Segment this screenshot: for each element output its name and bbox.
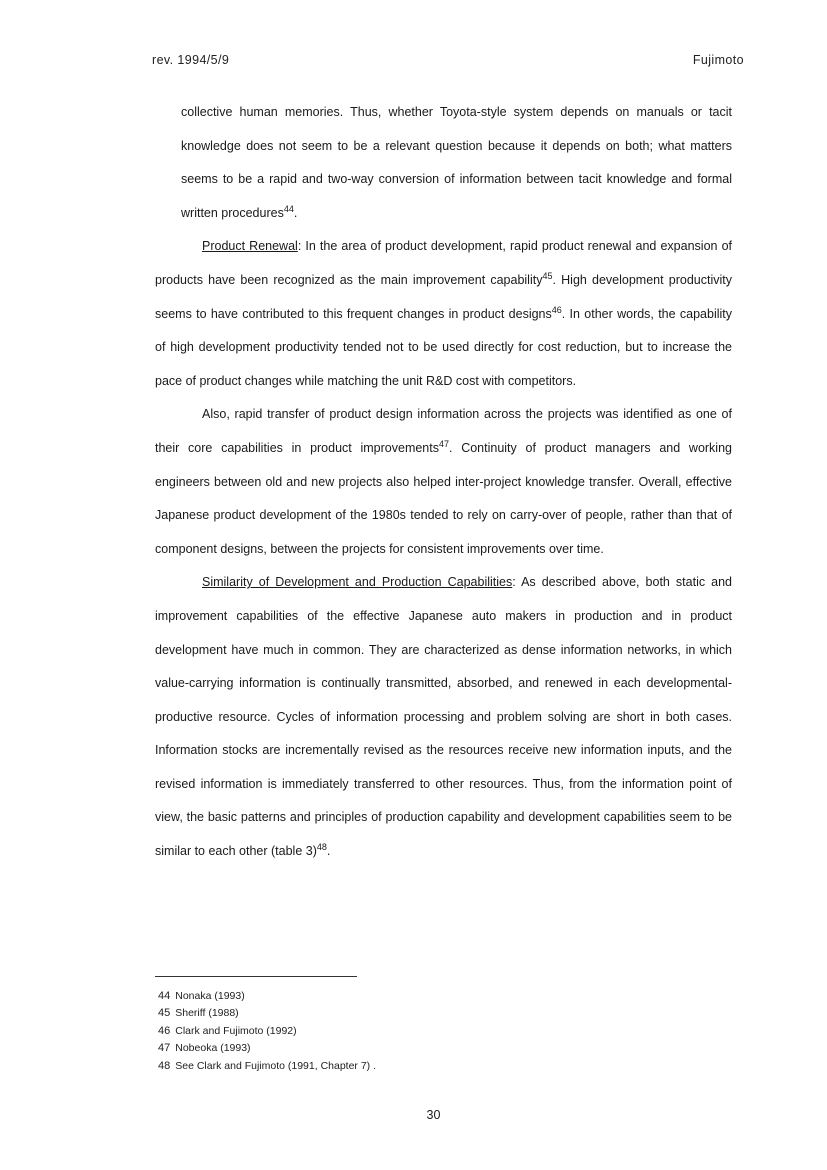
paragraph-text: : As described above, both static and improvement capabilities of the effective Japanese auto makers in production and in product development have much in common. They are characterized as dense information networks, in which value-carrying information is continually transmitted, absorbed, and renewed in each developmental-productive resource. Cycles of information processing and problem solving are short in both cases. Information stocks are incrementally revised as the resources receive new information inputs, and the revised information is immediately transferred to other resources. Thus, from the information point of view, the basic patterns and principles of production capability and development capabilities seem to be similar to each other (table 3) (155, 575, 732, 859)
footnote-number: 45 (158, 1007, 171, 1020)
paragraph-product-renewal (155, 230, 732, 398)
section-heading: Product Renewal (202, 239, 298, 254)
revision-date: rev. 1994/5/9 (152, 53, 230, 67)
section-heading: Similarity of Development and Production Capabilities (202, 575, 513, 590)
footnote-number: 48 (158, 1059, 171, 1072)
paragraph-text: Also, rapid transfer of product design information across the projects was identified as one of their core capabilities in product improvements (155, 407, 732, 455)
paragraph-similarity (155, 566, 732, 868)
footnote-item (158, 988, 376, 1005)
paragraph-text: . (326, 844, 331, 859)
paragraph-text: . Continuity of product managers and working engineers between old and new projects also helped inter-project knowledge transfer. Overall, effective Japanese product development of the 1980s tended to rely on carry-over of people, rather than that of component designs, between the projects for consistent improvements over time. (155, 440, 732, 556)
footnote-item (158, 1023, 376, 1040)
paragraph-continuation (155, 96, 732, 230)
footnote-text: Sheriff (1988) (175, 1007, 239, 1020)
footnote-ref-47[interactable]: 47 (438, 438, 449, 449)
footnote-ref-45[interactable]: 45 (542, 270, 553, 281)
footnote-number: 44 (158, 990, 171, 1002)
footnote-item (158, 1058, 376, 1075)
paragraph-text: . In other words, the capability of high development productivity tended not to be used directly for cost reduction, but to increase the pace of product changes while matching the unit R&D cost with competitors. (155, 306, 733, 388)
footnote-separator (155, 976, 357, 977)
paragraph-text: . (293, 205, 298, 220)
paragraph-transfer (155, 398, 732, 566)
footnote-text: See Clark and Fujimoto (1991, Chapter 7) . (175, 1059, 377, 1072)
paragraph-text: collective human memories. Thus, whether Toyota-style system depends on manuals or tacit knowledge does not seem to be a relevant question because it depends on both; what matters seems to be a rapid and two-way conversion of information between tacit knowledge and formal written procedures (181, 105, 732, 220)
author-name: Fujimoto (692, 53, 744, 67)
footnote-item (158, 1040, 376, 1057)
footnote-number: 47 (158, 1042, 171, 1055)
paragraph-text: : In the area of product development, rapid product renewal and expansion of products have been recognized as the main improvement capability (155, 239, 732, 287)
footnote-text: Nonaka (1993) (175, 990, 245, 1002)
footnote-text: Nobeoka (1993) (175, 1042, 251, 1055)
page-number: 30 (426, 1108, 441, 1122)
footnote-ref-44[interactable]: 44 (283, 203, 294, 214)
footnote-number: 46 (158, 1024, 171, 1037)
footnote-item (158, 1005, 376, 1022)
footnotes (158, 988, 376, 1075)
footnote-ref-46[interactable]: 46 (551, 304, 562, 315)
footnote-text: Clark and Fujimoto (1992) (175, 1024, 297, 1037)
body-text (155, 96, 732, 869)
paragraph-text: . High development productivity seems to have contributed to this frequent changes in product designs (155, 272, 732, 321)
footnote-ref-48[interactable]: 48 (316, 842, 327, 853)
